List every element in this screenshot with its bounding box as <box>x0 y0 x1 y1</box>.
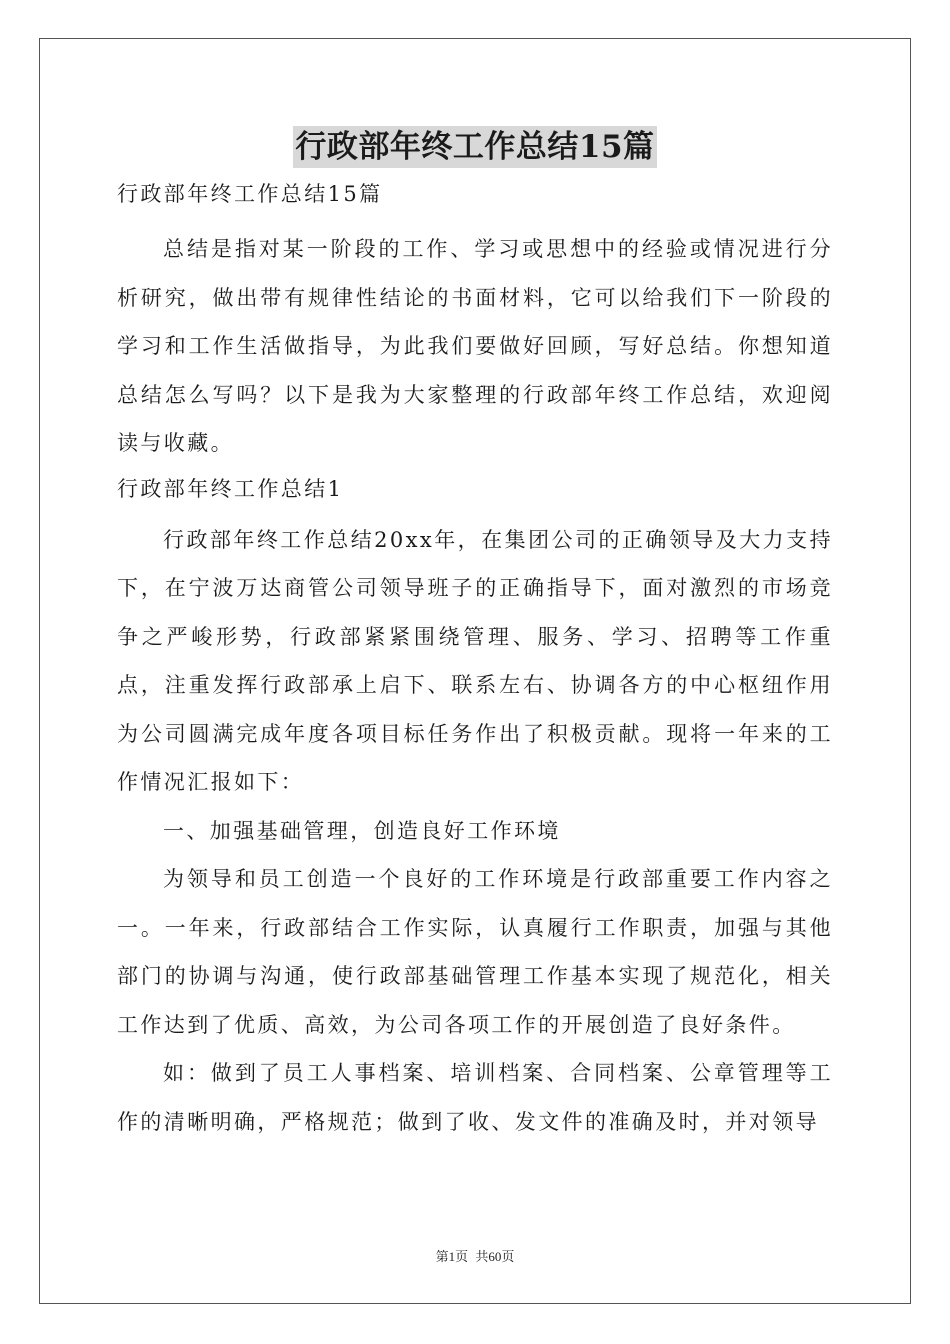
title-wrap <box>0 126 950 168</box>
section-paragraph: 为领导和员工创造一个良好的工作环境是行政部重要工作内容之一。一年来，行政部结合工作实际，认真履行工作职责，加强与其他部门的协调与沟通，使行政部基础管理工作基本实现了规范化，相关工作达到了优质、高效，为公司各项工作的开展创造了良好条件。 <box>117 867 833 1037</box>
page-footer <box>0 1246 950 1265</box>
page-total: 共60页 <box>475 1249 515 1264</box>
section-paragraph: 行政部年终工作总结20xx年，在集团公司的正确领导及大力支持下，在宁波万达商管公司领导班子的正确指导下，面对激烈的市场竞争之严峻形势，行政部紧紧围绕管理、服务、学习、招聘等工作重点，注重发挥行政部承上启下、联系左右、协调各方的中心枢纽作用为公司圆满完成年度各项目标任务作出了积极贡献。现将一年来的工作情况汇报如下： <box>117 527 833 794</box>
section-paragraph: 如：做到了员工人事档案、培训档案、合同档案、公章管理等工作的清晰明确，严格规范；做到了收、发文件的准确及时，并对领导 <box>117 1061 833 1134</box>
document-title: 行政部年终工作总结15篇 <box>293 126 656 168</box>
intro-paragraph: 总结是指对某一阶段的工作、学习或思想中的经验或情况进行分析研究，做出带有规律性结论的书面材料，它可以给我们下一阶段的学习和工作生活做指导，为此我们要做好回顾，写好总结。你想知道总结怎么写吗？以下是我为大家整理的行政部年终工作总结，欢迎阅读与收藏。 <box>117 237 833 455</box>
section-subheading: 一、加强基础管理，创造良好工作环境 <box>163 818 561 843</box>
document-subtitle: 行政部年终工作总结15篇 <box>117 182 383 206</box>
section-heading: 行政部年终工作总结1 <box>117 476 344 501</box>
page-number: 第1页 <box>435 1249 469 1264</box>
document-body <box>117 179 833 1146</box>
